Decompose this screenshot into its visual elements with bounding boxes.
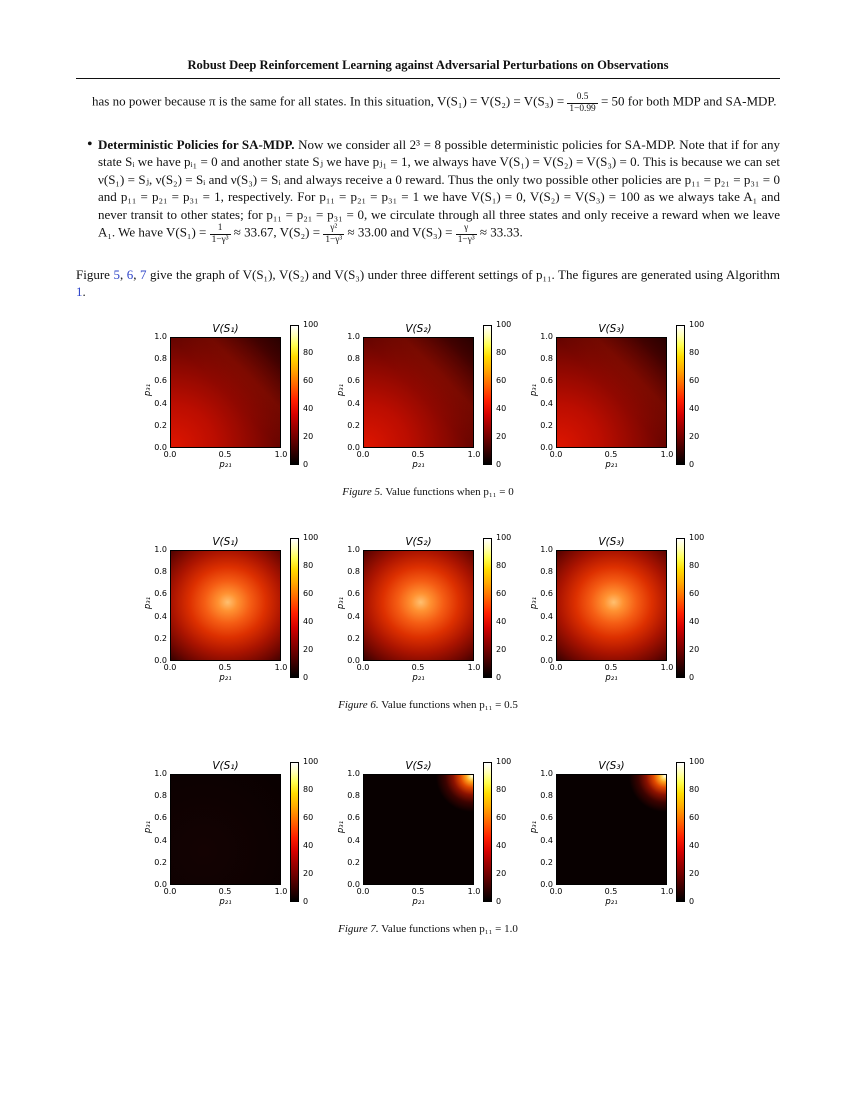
colorbar-tick: 80 <box>689 784 700 794</box>
y-tick: 0.4 <box>154 611 167 621</box>
colorbar-tick: 100 <box>689 756 705 766</box>
fraction-numerator: 1 <box>210 223 231 235</box>
fraction-denominator: 1−0.99 <box>569 103 596 114</box>
panel-title: V(S₃) <box>598 322 625 335</box>
y-tick: 0.4 <box>540 398 553 408</box>
colorbar-tick: 0 <box>496 672 502 682</box>
x-tick: 1.0 <box>274 449 288 459</box>
colorbar-tick: 40 <box>303 616 314 626</box>
x-tick: 1.0 <box>660 449 674 459</box>
y-axis-label: p₃₁ <box>336 383 347 396</box>
y-tick: 0.4 <box>347 611 360 621</box>
heatmap-image <box>363 774 474 885</box>
colorbar-tick: 100 <box>303 756 319 766</box>
heatmap-panel-fig5-vs3 <box>529 319 710 475</box>
colorbar-tick: 40 <box>689 616 700 626</box>
x-axis-label: p₂₁ <box>412 896 425 907</box>
colorbar-tick: 0 <box>303 896 309 906</box>
colorbar <box>676 325 685 465</box>
bullet-lead-bold: Deterministic Policies for SA-MDP. <box>98 136 295 152</box>
colorbar-tick: 40 <box>496 403 507 413</box>
heatmap-image <box>556 550 667 661</box>
fraction-numerator: 0.5 <box>567 92 597 104</box>
colorbar <box>676 762 685 902</box>
x-tick: 0.5 <box>218 886 232 896</box>
colorbar-tick: 40 <box>496 840 507 850</box>
x-tick: 0.0 <box>549 886 563 896</box>
x-tick: 0.0 <box>356 662 370 672</box>
colorbar-tick: 100 <box>496 756 512 766</box>
figure7-caption-text: Value functions when p₁₁ = 1.0 <box>378 922 518 935</box>
y-tick: 1.0 <box>154 544 167 554</box>
heatmap-panel-fig7-vs2 <box>336 756 517 912</box>
colorbar-tick: 20 <box>689 644 700 654</box>
y-tick: 0.0 <box>540 442 553 452</box>
colorbar-tick: 40 <box>303 840 314 850</box>
panel-title: V(S₂) <box>405 322 432 335</box>
fraction-denominator: 1−γ³ <box>457 234 475 245</box>
y-axis-label: p₃₁ <box>336 596 347 609</box>
y-tick: 1.0 <box>540 544 553 554</box>
figure6-caption-text: Value functions when p₁₁ = 0.5 <box>378 698 518 711</box>
colorbar-tick: 0 <box>689 896 695 906</box>
bullet-body-1: Now we consider all 2³ = 8 possible deterministic policies for SA-MDP. Note that if for any state Sᵢ we have pᵢ₁ = 0 and another state Sⱼ we have pⱼ₁ = 1, we always have V(S₁) = V(S₂) = V(S₃) = 0. This is because we can set ν(S₁) = Sⱼ, ν(S₂) = Sᵢ and ν(S₃) = Sᵢ and always receive a 0 reward. Thus the only two possible other policies are p₁₁ = p₂₁ = p₃₁ = 0 and p₁₁ = p₂₁ = p₃₁ = 1, respectively. For p₁₁ = p₂₁ = p₃₁ = 1 we have V(S₁) = 0, V(S₂) = V(S₃) = 100 as we always take A₁ and never transit to other states; for p₁₁ = p₂₁ = p₃₁ = 0, we circulate through all three states and only receive a reward when we leave A₁. We have V(S₁) = <box>98 136 780 240</box>
figure5-link[interactable]: 5 <box>113 266 120 282</box>
x-tick: 0.0 <box>163 886 177 896</box>
figure7-caption-label: Figure 7. <box>338 922 379 935</box>
x-tick: 0.5 <box>604 449 618 459</box>
y-axis-label: p₃₁ <box>143 596 154 609</box>
colorbar-tick: 20 <box>496 644 507 654</box>
colorbar-tick: 100 <box>689 319 705 329</box>
y-tick: 0.0 <box>540 879 553 889</box>
colorbar-tick: 60 <box>496 588 507 598</box>
y-tick: 1.0 <box>154 331 167 341</box>
colorbar-tick: 80 <box>303 347 314 357</box>
y-tick: 0.6 <box>540 375 553 385</box>
figure5-row <box>76 319 780 475</box>
figure5-caption-label: Figure 5. <box>342 485 383 498</box>
bullet-body-3: ≈ 33.00 and V(S₃) = <box>344 224 456 240</box>
y-tick: 0.2 <box>347 857 360 867</box>
colorbar <box>290 762 299 902</box>
y-tick: 1.0 <box>347 544 360 554</box>
x-axis-label: p₂₁ <box>605 459 618 470</box>
y-tick: 0.8 <box>540 566 553 576</box>
colorbar-tick: 20 <box>303 644 314 654</box>
y-tick: 0.0 <box>154 442 167 452</box>
y-tick: 0.4 <box>347 835 360 845</box>
y-tick: 0.8 <box>154 566 167 576</box>
x-tick: 0.0 <box>356 449 370 459</box>
colorbar <box>290 325 299 465</box>
y-axis-label: p₃₁ <box>529 820 540 833</box>
fraction-numerator: γ² <box>323 223 344 235</box>
colorbar-tick: 80 <box>496 560 507 570</box>
panel-title: V(S₃) <box>598 759 625 772</box>
figure7-caption <box>76 923 780 935</box>
colorbar-tick: 80 <box>496 347 507 357</box>
colorbar-tick: 80 <box>303 560 314 570</box>
colorbar-tick: 60 <box>303 588 314 598</box>
panel-title: V(S₁) <box>212 759 239 772</box>
y-tick: 1.0 <box>540 768 553 778</box>
y-tick: 0.4 <box>540 835 553 845</box>
heatmap-panel-fig7-vs1 <box>143 756 324 912</box>
colorbar-tick: 0 <box>303 459 309 469</box>
y-axis-label: p₃₁ <box>143 820 154 833</box>
bullet-item <box>76 136 780 246</box>
x-tick: 1.0 <box>660 662 674 672</box>
figref-text-3: . <box>82 284 86 299</box>
y-tick: 0.8 <box>540 353 553 363</box>
colorbar-tick: 20 <box>496 431 507 441</box>
x-tick: 0.0 <box>549 662 563 672</box>
y-tick: 0.0 <box>154 879 167 889</box>
panel-title: V(S₂) <box>405 759 432 772</box>
running-title: Robust Deep Reinforcement Learning against Adversarial Perturbations on Observations <box>187 58 669 72</box>
x-tick: 0.5 <box>411 449 425 459</box>
y-axis-label: p₃₁ <box>336 820 347 833</box>
colorbar-tick: 0 <box>689 672 695 682</box>
y-tick: 0.2 <box>154 857 167 867</box>
y-tick: 0.2 <box>540 420 553 430</box>
x-axis-label: p₂₁ <box>412 459 425 470</box>
paragraph-intro <box>92 92 780 115</box>
heatmap-image <box>170 337 281 448</box>
x-tick: 0.5 <box>218 449 232 459</box>
x-tick: 1.0 <box>274 662 288 672</box>
colorbar-tick: 80 <box>303 784 314 794</box>
figure6-caption <box>76 699 780 711</box>
fraction <box>456 223 477 246</box>
heatmap-image <box>170 774 281 885</box>
bullet-body-4: ≈ 33.33. <box>476 224 523 240</box>
colorbar-tick: 60 <box>303 812 314 822</box>
y-tick: 1.0 <box>347 768 360 778</box>
x-tick: 0.0 <box>549 449 563 459</box>
x-tick: 1.0 <box>274 886 288 896</box>
heatmap-panel-fig6-vs3 <box>529 532 710 688</box>
heatmap-image <box>363 550 474 661</box>
fraction <box>210 223 231 246</box>
y-tick: 1.0 <box>540 331 553 341</box>
colorbar-tick: 100 <box>303 532 319 542</box>
heatmap-panel-fig6-vs1 <box>143 532 324 688</box>
panel-title: V(S₁) <box>212 322 239 335</box>
colorbar <box>483 538 492 678</box>
y-tick: 0.8 <box>347 566 360 576</box>
heatmap-panel-fig5-vs1 <box>143 319 324 475</box>
y-tick: 0.2 <box>154 420 167 430</box>
heatmap-image <box>363 337 474 448</box>
colorbar-tick: 20 <box>303 431 314 441</box>
figure7-link[interactable]: 7 <box>140 266 147 282</box>
y-tick: 0.2 <box>347 633 360 643</box>
heatmap-image <box>170 550 281 661</box>
x-tick: 0.5 <box>411 662 425 672</box>
paragraph-figure-refs <box>76 266 780 301</box>
y-axis-label: p₃₁ <box>529 596 540 609</box>
y-tick: 0.4 <box>154 398 167 408</box>
heatmap-image <box>556 337 667 448</box>
paragraph-intro-text-1: has no power because π is the same for all states. In this situation, V(S₁) = V(S₂) = V(S₃) = <box>92 93 568 109</box>
colorbar-tick: 80 <box>689 560 700 570</box>
y-tick: 0.6 <box>540 588 553 598</box>
colorbar-tick: 20 <box>496 868 507 878</box>
fraction <box>567 92 597 115</box>
y-tick: 0.6 <box>347 812 360 822</box>
colorbar <box>676 538 685 678</box>
colorbar-tick: 20 <box>689 868 700 878</box>
y-tick: 0.2 <box>540 857 553 867</box>
panel-title: V(S₂) <box>405 535 432 548</box>
y-tick: 1.0 <box>154 768 167 778</box>
colorbar-tick: 0 <box>496 896 502 906</box>
header-rule <box>76 78 780 79</box>
x-axis-label: p₂₁ <box>605 672 618 683</box>
heatmap-panel-fig7-vs3 <box>529 756 710 912</box>
y-tick: 0.0 <box>347 879 360 889</box>
x-tick: 0.0 <box>163 662 177 672</box>
paragraph-intro-text-2: = 50 for both MDP and SA-MDP. <box>597 93 777 109</box>
heatmap-panel-fig6-vs2 <box>336 532 517 688</box>
colorbar-tick: 40 <box>689 403 700 413</box>
colorbar-tick: 20 <box>303 868 314 878</box>
x-tick: 0.0 <box>163 449 177 459</box>
y-tick: 0.4 <box>347 398 360 408</box>
figure6-link[interactable]: 6 <box>126 266 134 282</box>
colorbar-tick: 40 <box>496 616 507 626</box>
x-axis-label: p₂₁ <box>219 672 232 683</box>
figure7-row <box>76 756 780 912</box>
y-tick: 0.8 <box>347 790 360 800</box>
colorbar-tick: 100 <box>496 532 512 542</box>
x-tick: 0.0 <box>356 886 370 896</box>
heatmap-image <box>556 774 667 885</box>
y-tick: 0.2 <box>540 633 553 643</box>
colorbar-tick: 100 <box>496 319 512 329</box>
colorbar-tick: 60 <box>496 375 507 385</box>
y-tick: 0.0 <box>347 655 360 665</box>
x-axis-label: p₂₁ <box>219 896 232 907</box>
x-axis-label: p₂₁ <box>605 896 618 907</box>
x-tick: 1.0 <box>467 449 481 459</box>
figure5-caption <box>76 486 780 498</box>
colorbar-tick: 80 <box>689 347 700 357</box>
x-axis-label: p₂₁ <box>412 672 425 683</box>
colorbar-tick: 0 <box>689 459 695 469</box>
colorbar <box>290 538 299 678</box>
bullet-body-2: ≈ 33.67, V(S₂) = <box>230 224 324 240</box>
bullet-text <box>98 136 780 246</box>
y-tick: 1.0 <box>347 331 360 341</box>
fraction-numerator: γ <box>456 223 477 235</box>
colorbar-tick: 0 <box>496 459 502 469</box>
colorbar-tick: 40 <box>303 403 314 413</box>
x-tick: 1.0 <box>467 662 481 672</box>
colorbar-tick: 60 <box>689 375 700 385</box>
fraction-denominator: 1−γ³ <box>325 234 343 245</box>
figref-comma-1: , <box>119 266 127 282</box>
y-tick: 0.8 <box>154 790 167 800</box>
colorbar-tick: 0 <box>303 672 309 682</box>
y-tick: 0.0 <box>154 655 167 665</box>
y-axis-label: p₃₁ <box>143 383 154 396</box>
x-tick: 0.5 <box>604 886 618 896</box>
figure5-caption-text: Value functions when p₁₁ = 0 <box>382 485 514 498</box>
colorbar-tick: 20 <box>689 431 700 441</box>
y-tick: 0.6 <box>154 375 167 385</box>
panel-title: V(S₃) <box>598 535 625 548</box>
algorithm1-link[interactable]: 1 <box>76 284 83 299</box>
colorbar-tick: 60 <box>689 588 700 598</box>
figref-comma-2: , <box>133 266 141 282</box>
panel-title: V(S₁) <box>212 535 239 548</box>
y-tick: 0.4 <box>540 611 553 621</box>
y-tick: 0.6 <box>347 588 360 598</box>
colorbar-tick: 100 <box>689 532 705 542</box>
colorbar-tick: 40 <box>689 840 700 850</box>
colorbar <box>483 325 492 465</box>
y-tick: 0.6 <box>347 375 360 385</box>
y-tick: 0.2 <box>154 633 167 643</box>
bullet-marker: • <box>87 135 93 153</box>
y-tick: 0.8 <box>540 790 553 800</box>
y-tick: 0.6 <box>154 588 167 598</box>
figure6-caption-label: Figure 6. <box>338 698 379 711</box>
figref-text-1: Figure <box>76 266 114 282</box>
figure6-row <box>76 532 780 688</box>
colorbar-tick: 60 <box>689 812 700 822</box>
colorbar-tick: 60 <box>303 375 314 385</box>
y-tick: 0.2 <box>347 420 360 430</box>
y-tick: 0.6 <box>154 812 167 822</box>
heatmap-panel-fig5-vs2 <box>336 319 517 475</box>
y-tick: 0.0 <box>347 442 360 452</box>
x-tick: 1.0 <box>467 886 481 896</box>
y-tick: 0.8 <box>347 353 360 363</box>
fraction-denominator: 1−γ³ <box>211 234 229 245</box>
x-tick: 0.5 <box>218 662 232 672</box>
x-tick: 0.5 <box>604 662 618 672</box>
x-tick: 1.0 <box>660 886 674 896</box>
colorbar <box>483 762 492 902</box>
colorbar-tick: 100 <box>303 319 319 329</box>
x-axis-label: p₂₁ <box>219 459 232 470</box>
x-tick: 0.5 <box>411 886 425 896</box>
y-axis-label: p₃₁ <box>529 383 540 396</box>
y-tick: 0.4 <box>154 835 167 845</box>
fraction <box>323 223 344 246</box>
colorbar-tick: 60 <box>496 812 507 822</box>
y-tick: 0.6 <box>540 812 553 822</box>
y-tick: 0.8 <box>154 353 167 363</box>
figref-text-2: give the graph of V(S₁), V(S₂) and V(S₃) under three different settings of p₁₁. The figures are generated using Algorithm <box>146 266 781 282</box>
y-tick: 0.0 <box>540 655 553 665</box>
colorbar-tick: 80 <box>496 784 507 794</box>
